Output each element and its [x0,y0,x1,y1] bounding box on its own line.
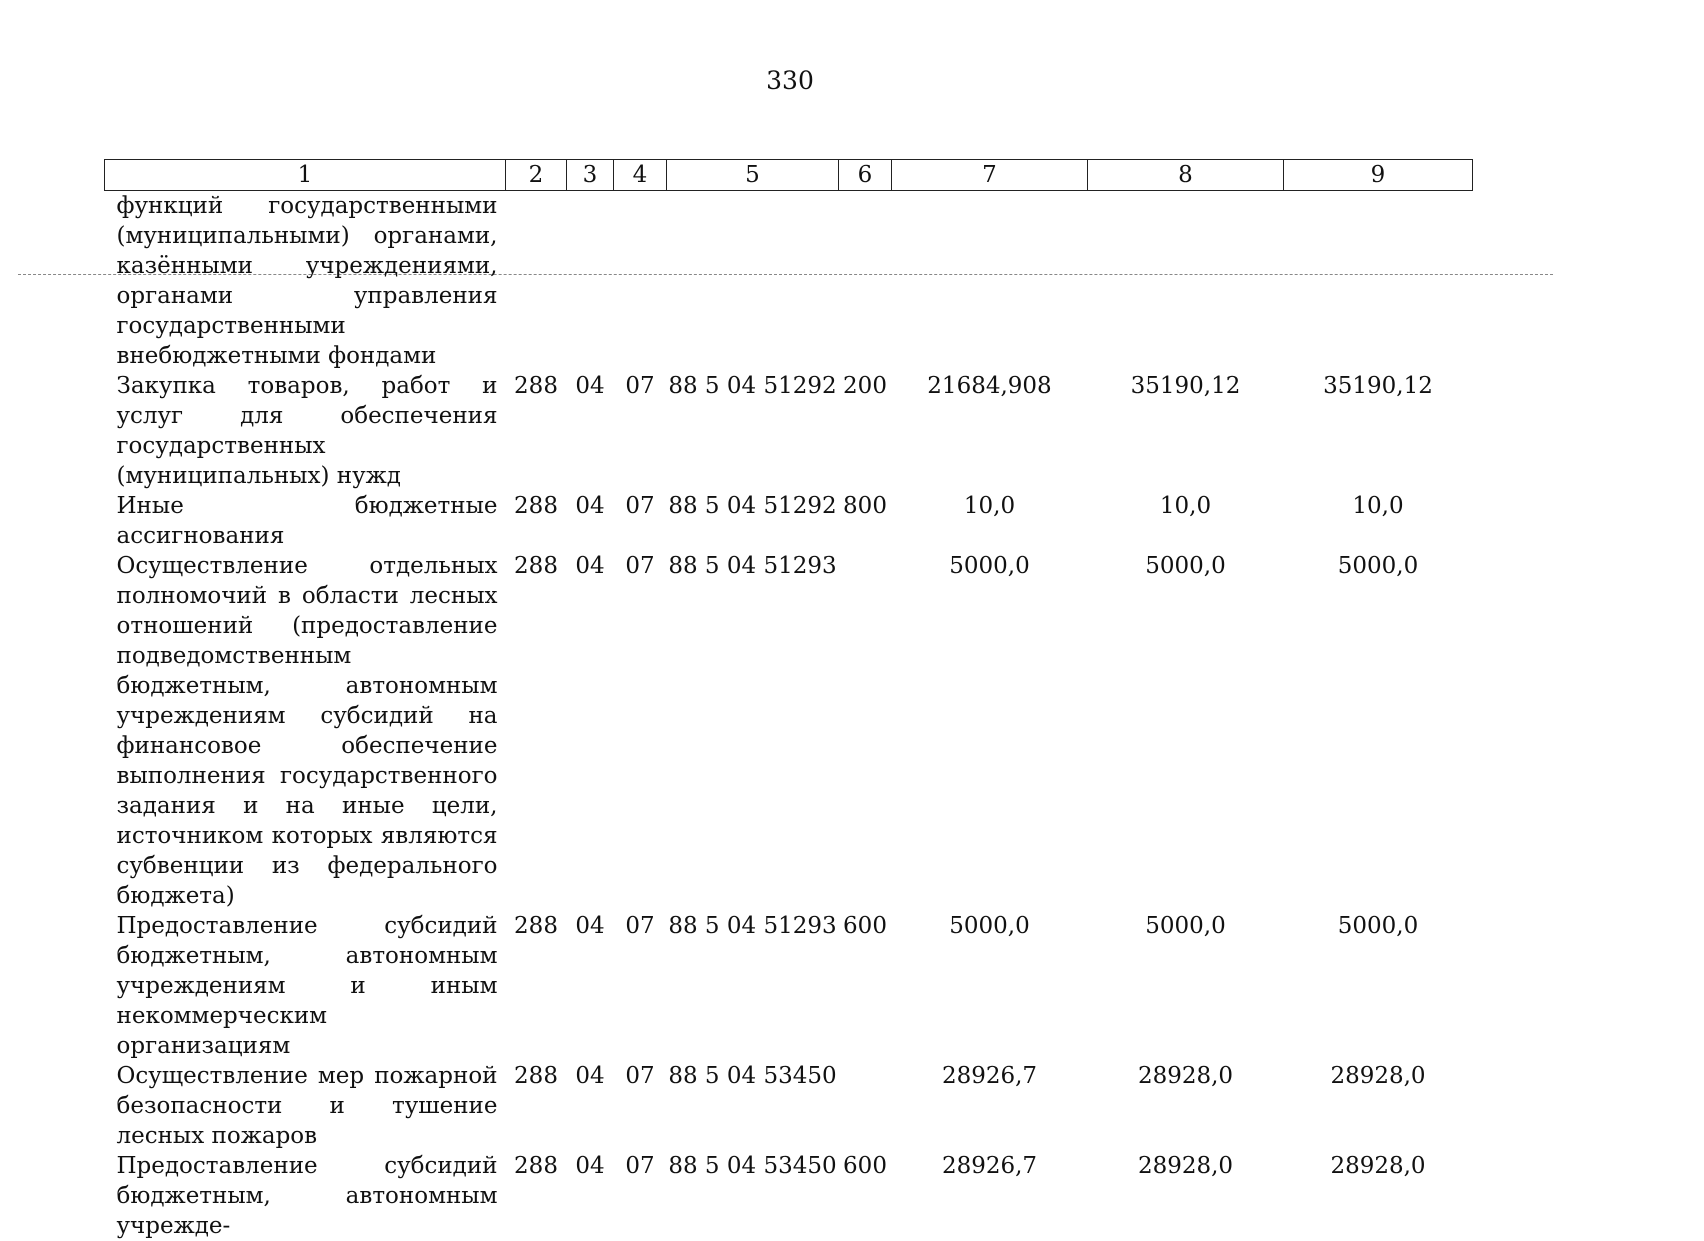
cell-col2: 288 [514,493,558,519]
table-row [105,551,1473,911]
cell-col8: 35190,12 [1130,373,1241,399]
cell-col9: 5000,0 [1337,913,1419,939]
cell-col4: 07 [625,493,655,519]
cell-col4: 07 [625,373,655,399]
cell-col4: 07 [625,913,655,939]
row-name: функций государственными (муниципальными) органами, казёнными учреждениями, органами управления государственными внебюджетными фондами [116,193,498,369]
column-header-6: 6 [839,160,892,191]
column-header-3: 3 [567,160,614,191]
cell-col6: 200 [843,373,887,399]
column-header-5: 5 [667,160,839,191]
cell-col2: 288 [514,373,558,399]
cell-col7: 5000,0 [949,553,1030,579]
cell-col3: 04 [575,493,605,519]
cell-col4 [614,191,667,372]
cell-col7: 28926,7 [941,1153,1038,1179]
cell-col3: 04 [575,1063,605,1089]
cell-col3: 04 [575,373,605,399]
cell-col5 [667,191,839,372]
cell-col3: 04 [575,913,605,939]
cell-col5: 88 5 04 53450 [668,1153,837,1179]
cell-col3 [567,191,614,372]
row-name: Закупка товаров, работ и услуг для обеспечения государственных (муниципальных) нужд [116,373,498,489]
cell-col9: 10,0 [1352,493,1404,519]
cell-col8: 28928,0 [1137,1063,1234,1089]
cell-col9: 35190,12 [1323,373,1433,399]
column-header-9: 9 [1284,160,1473,191]
cell-col2: 288 [514,1063,558,1089]
cell-col8 [1088,191,1284,372]
cell-col4: 07 [625,1063,655,1089]
cell-col8: 5000,0 [1145,553,1226,579]
row-name: Осуществление отдельных полномочий в области лесных отношений (предоставление подведомственным бюджетным, автономным учреждениям субсидий на финансовое обеспечение выполнения государственного задания и на иные цели, источником которых являются субвенции из федерального бюджета) [116,553,498,909]
budget-table-container [104,159,1472,1241]
cell-col6: 600 [843,1153,887,1179]
row-name: Предоставление субсидий бюджетным, автономным учреждениям и иным некоммерческим организациям [116,913,498,1059]
cell-col6: 600 [843,913,887,939]
page-number: 330 [766,66,814,95]
cell-col8: 10,0 [1159,493,1212,519]
cell-col2: 288 [514,553,558,579]
row-name: Осуществление мер пожарной безопасности и тушение лесных пожаров [116,1063,498,1149]
cell-col9: 28928,0 [1330,1063,1426,1089]
column-header-7: 7 [892,160,1088,191]
cell-col8: 5000,0 [1145,913,1226,939]
budget-table [104,159,1473,1241]
cell-col6 [839,191,892,372]
cell-col4: 07 [625,553,655,579]
cell-col7: 10,0 [963,493,1016,519]
cell-col5: 88 5 04 51293 [668,553,837,579]
cell-col7: 28926,7 [941,1063,1038,1089]
cell-col6 [839,1061,892,1151]
table-row [105,191,1473,372]
cell-col9 [1284,191,1473,372]
column-header-2: 2 [506,160,567,191]
cell-col7: 5000,0 [949,913,1030,939]
cell-col4: 07 [625,1153,655,1179]
cell-col2 [506,191,567,372]
cell-col7 [892,191,1088,372]
table-row [105,491,1473,551]
row-name: Предоставление субсидий бюджетным, автономным учрежде- [116,1153,498,1239]
cell-col6: 800 [843,493,887,519]
table-row [105,1151,1473,1241]
cell-col9: 5000,0 [1337,553,1419,579]
cell-col9: 28928,0 [1330,1153,1426,1179]
table-row [105,1061,1473,1151]
cell-col3: 04 [575,1153,605,1179]
cell-col2: 288 [514,1153,558,1179]
table-header-row [105,160,1473,191]
column-header-1: 1 [105,160,506,191]
cell-col5: 88 5 04 51292 [668,373,837,399]
column-header-8: 8 [1088,160,1284,191]
cell-col6 [839,551,892,911]
column-header-4: 4 [614,160,667,191]
cell-col2: 288 [514,913,558,939]
cell-col3: 04 [575,553,605,579]
row-name: Иные бюджетные ассигнования [116,493,498,549]
cell-col5: 88 5 04 53450 [668,1063,837,1089]
cell-col5: 88 5 04 51292 [668,493,837,519]
table-row [105,371,1473,491]
table-row [105,911,1473,1061]
cell-col7: 21684,908 [927,373,1052,399]
cell-col5: 88 5 04 51293 [668,913,837,939]
cell-col8: 28928,0 [1137,1153,1234,1179]
